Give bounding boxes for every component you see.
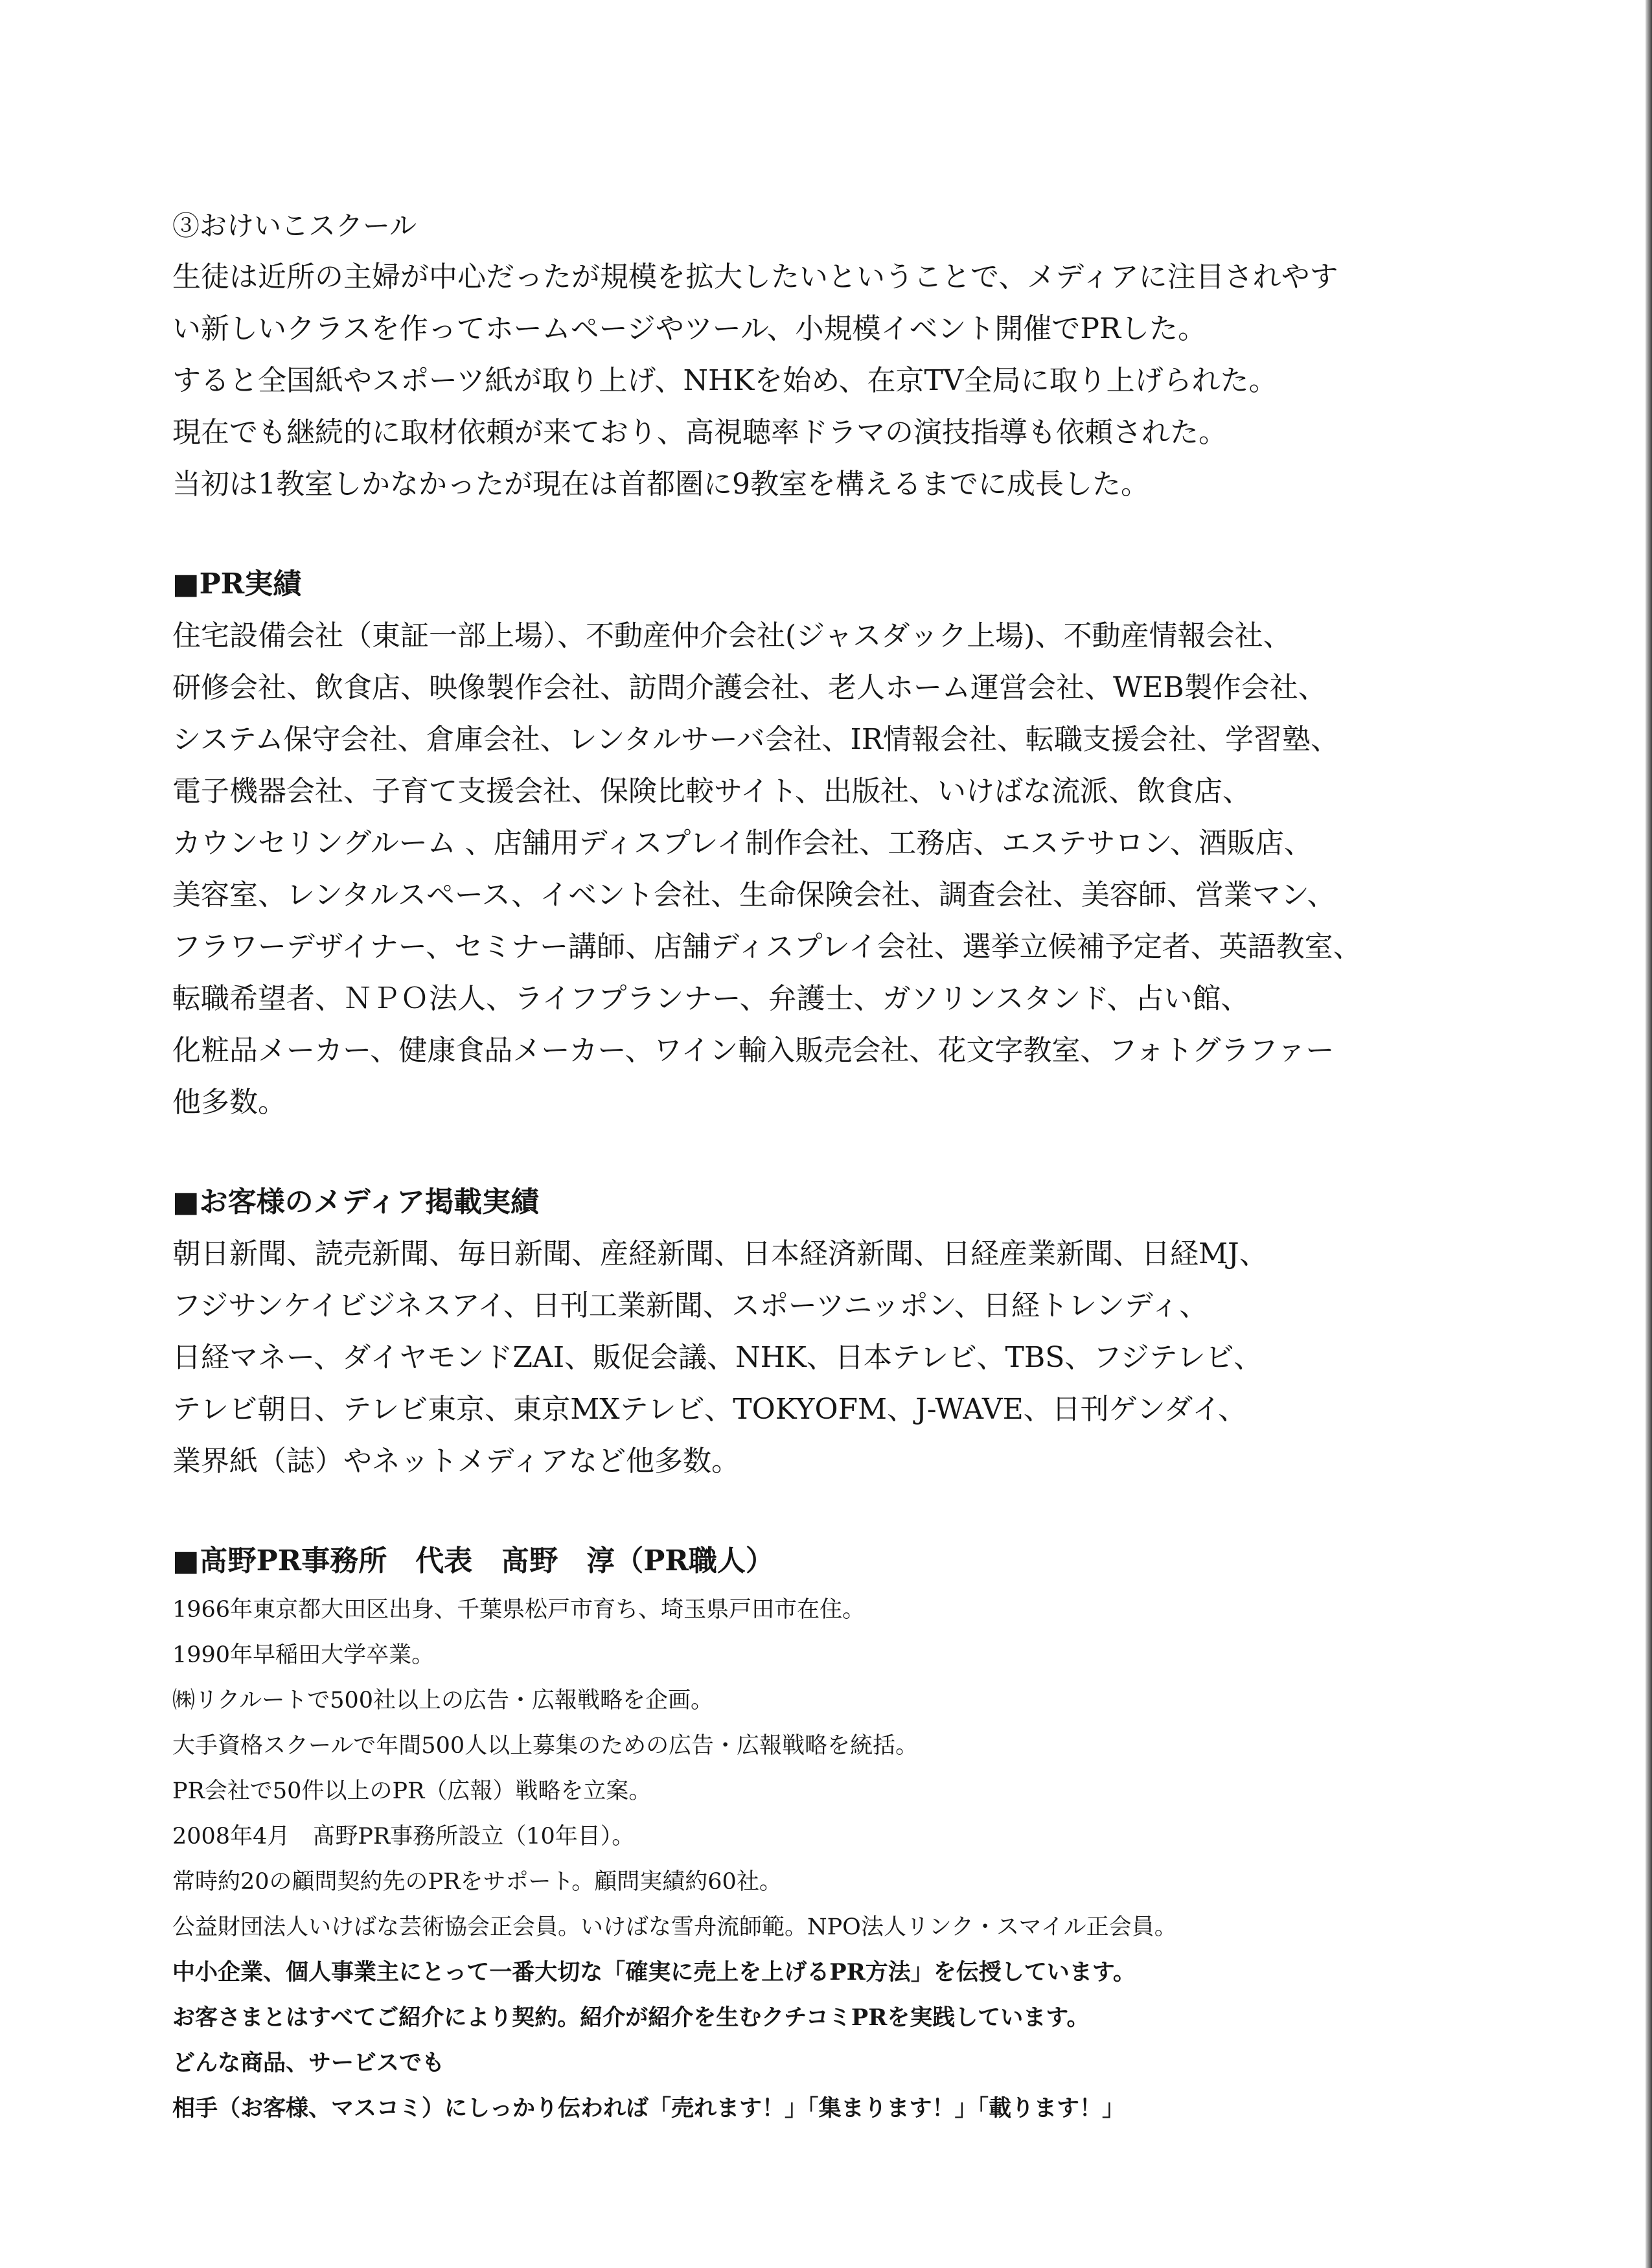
media-line: フジサンケイビジネスアイ、日刊工業新聞、スポーツニッポン、日経トレンディ、 <box>172 1289 1208 1322</box>
profile-line: PR会社で50件以上のPR（広報）戦略を立案。 <box>172 1778 652 1804</box>
profile-line: 公益財団法人いけばな芸術協会正会員。いけばな雪舟流師範。NPO法人リンク・スマイル正会員。 <box>172 1914 1177 1940</box>
profile-line: 1966年東京都大田区出身、千葉県松戸市育ち、埼玉県戸田市在住。 <box>172 1597 866 1623</box>
school-case-line: 現在でも継続的に取材依頼が来ており、高視聴率ドラマの演技指導も依頼された。 <box>172 416 1227 449</box>
pr-results-line: 住宅設備会社（東証一部上場）、不動産仲介会社(ジャスダック上場)、不動産情報会社、 <box>172 619 1292 652</box>
pr-results-title: ■PR実績 <box>172 567 302 601</box>
school-case-line: 生徒は近所の主婦が中心だったが規模を拡大したいということで、メディアに注目されやす <box>172 260 1338 293</box>
pr-results-line: フラワーデザイナー、セミナー講師、店舗ディスプレイ会社、選挙立候補予定者、英語教室、 <box>172 930 1362 963</box>
media-line: 日経マネー、ダイヤモンドZAI、販促会議、NHK、日本テレビ、TBS、フジテレビ、 <box>172 1341 1263 1374</box>
pr-results-line: 化粧品メーカー、健康食品メーカー、ワイン輸入販売会社、花文字教室、フォトグラファー <box>172 1034 1335 1067</box>
media-title: ■お客様のメディア掲載実績 <box>172 1186 540 1219</box>
profile-title: ■髙野PR事務所 代表 髙野 淳（PR職人） <box>172 1544 774 1577</box>
profile-line: 常時約20の顧問契約先のPRをサポート。顧問実績約60社。 <box>172 1869 782 1895</box>
profile-message-line: 中小企業、個人事業主にとって一番大切な「確実に売上を上げるPR方法」を伝授しています。 <box>172 1959 1136 1986</box>
profile-message-line: どんな商品、サービスでも <box>172 2050 445 2076</box>
school-case-title: ③おけいこスクール <box>172 210 417 242</box>
profile-line: 2008年4月 髙野PR事務所設立（10年目）。 <box>172 1824 635 1850</box>
profile-line: 大手資格スクールで年間500人以上募集のための広告・広報戦略を統括。 <box>172 1733 919 1759</box>
pr-results-line: 他多数。 <box>172 1086 286 1119</box>
profile-message-line: 相手（お客様、マスコミ）にしっかり伝われば「売れます！」「集まります！」「載ります！」 <box>172 2095 1125 2122</box>
pr-results-line: 美容室、レンタルスペース、イベント会社、生命保険会社、調査会社、美容師、営業マン、 <box>172 878 1336 911</box>
pr-results-section <box>172 558 1520 1128</box>
pr-results-line: 研修会社、飲食店、映像製作会社、訪問介護会社、老人ホーム運営会社、WEB製作会社、 <box>172 671 1327 704</box>
document-content <box>172 201 1520 2131</box>
pr-results-line: 転職希望者、ＮＰＯ法人、ライフプランナー、弁護士、ガソリンスタンド、占い館、 <box>172 982 1250 1015</box>
media-line: テレビ朝日、テレビ東京、東京MXテレビ、TOKYOFM、J-WAVE、日刊ゲンダイ、 <box>172 1393 1247 1426</box>
profile-section <box>172 1535 1520 2131</box>
school-case-line: 当初は1教室しかなかったが現在は首都圏に9教室を構えるまでに成長した。 <box>172 468 1149 501</box>
pr-results-line: カウンセリングルーム 、店舗用ディスプレイ制作会社、工務店、エステサロン、酒販店、 <box>172 827 1313 860</box>
school-case-line: すると全国紙やスポーツ紙が取り上げ、NHKを始め、在京TV全局に取り上げられた。 <box>172 364 1278 397</box>
profile-message-line: お客さまとはすべてご紹介により契約。紹介が紹介を生むクチコミPRを実践しています。 <box>172 2004 1090 2031</box>
scan-edge <box>1646 0 1652 2268</box>
profile-line: ㈱リクルートで500社以上の広告・広報戦略を企画。 <box>172 1688 714 1713</box>
pr-results-line: 電子機器会社、子育て支援会社、保険比較サイト、出版社、いけばな流派、飲食店、 <box>172 775 1251 808</box>
school-case-section <box>172 201 1520 510</box>
profile-line: 1990年早稲田大学卒業。 <box>172 1642 435 1668</box>
school-case-line: い新しいクラスを作ってホームページやツール、小規模イベント開催でPRした。 <box>172 312 1207 345</box>
pr-results-line: システム保守会社、倉庫会社、レンタルサーバ会社、IR情報会社、転職支援会社、学習塾、 <box>172 723 1340 756</box>
media-section <box>172 1176 1520 1487</box>
media-line: 朝日新聞、読売新聞、毎日新聞、産経新聞、日本経済新聞、日経産業新聞、日経MJ、 <box>172 1237 1268 1270</box>
media-line: 業界紙（誌）やネットメディアなど他多数。 <box>172 1445 740 1478</box>
